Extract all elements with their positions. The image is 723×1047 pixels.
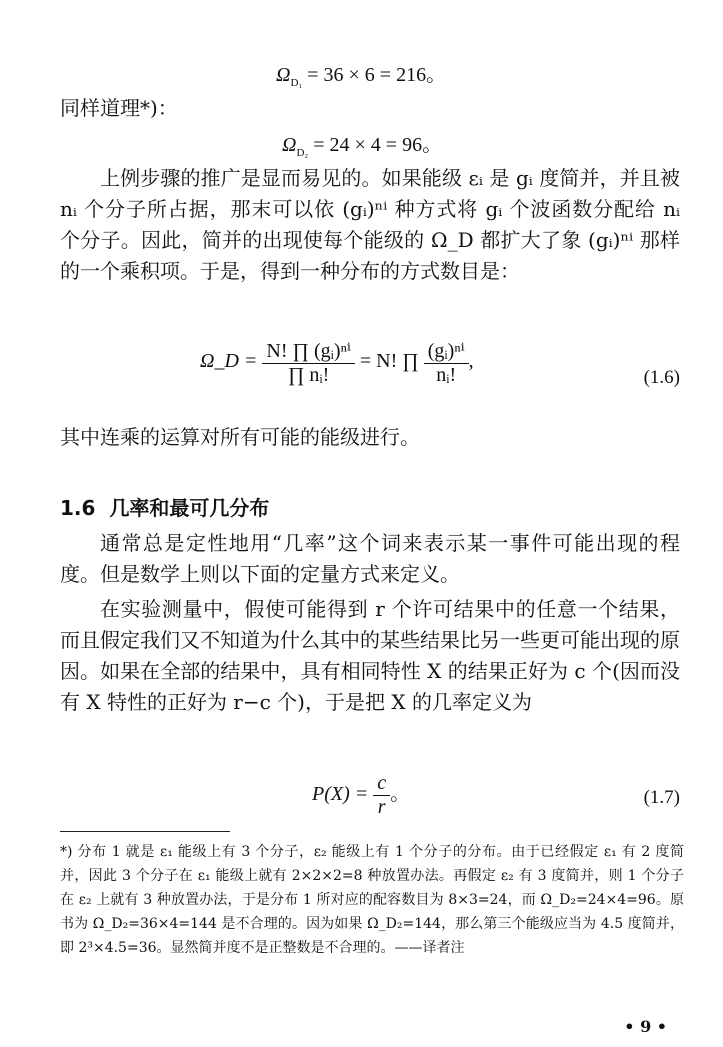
equation-omega-d1 (276, 58, 446, 89)
equation-1-7 (312, 772, 410, 819)
eq16-fraction-2 (424, 338, 469, 387)
eq17-tail: 。 (390, 783, 411, 806)
footnote: *) 分布 1 就是 ε₁ 能级上有 3 个分子，ε₂ 能级上有 1 个分子的分布。由于已经假定 ε₁ 有 2 度简并，因此 3 个分子在 ε₁ 能级上就有 2×2×2=8 种放置办法。再假定 ε₂ 有 3 度简并，则 1 个分子在 ε₂ 上就有 3 种放置办法，于是分布 1 所对应的配容数目为 8×3=24，而 Ω_D₂=24×4=96。原书为 Ω_D₂=36×4=144 是不合理的。因为如果 Ω_D₂=144，那么第三个能级应当为 4.5 度简并，即 2³×4.5=36。显然简并度不是正整数是不合理的。——译者注 (60, 844, 684, 956)
paragraph-probability-intro: 通常总是定性地用“几率”这个词来表示某一事件可能出现的程度。但是数学上则以下面的定量方式来定义。 (60, 531, 680, 586)
eq17-fraction (373, 772, 390, 819)
equation-label-1-7: (1.7) (643, 787, 680, 808)
eq16-rhs-numerator: (gᵢ)ⁿⁱ (424, 338, 469, 364)
eq-omega-subscript: D₁ (290, 77, 303, 89)
eq-omega-rhs: = 36 × 6 = 216。 (302, 64, 447, 86)
page-number: • 9 • (624, 1017, 667, 1036)
paragraph-probability-definition: 在实验测量中，假使可能得到 r 个许可结果中的任意一个结果，而且假定我们又不知道为什么其中的某些结果比另一些更可能出现的原因。如果在全部的结果中，具有相同特性 X 的结果正好为 c 个(因而没有 X 特性的正好为 r−c 个)，于是把 X 的几率定义为 (60, 597, 680, 714)
eq-omega-symbol: Ω (276, 64, 291, 86)
paragraph-product-note: 其中连乘的运算对所有可能的能级进行。 (60, 425, 420, 449)
eq16-rhs-prefix: = N! ∏ (359, 350, 419, 373)
eq16-denominator: ∏ nᵢ! (287, 364, 330, 386)
eq16-rhs-denominator: nᵢ! (436, 364, 457, 386)
eq-omega-symbol-2: Ω (282, 134, 297, 156)
section-number: 1.6 (60, 496, 96, 520)
section-title: 几率和最可几分布 (109, 496, 270, 520)
eq17-numerator: c (373, 772, 390, 796)
section-heading (60, 492, 269, 521)
footnote-divider (60, 831, 230, 832)
text-similar-reasoning: 同样道理*)： (60, 96, 178, 120)
eq-omega-subscript-2: D₂ (296, 147, 309, 159)
eq17-lhs: P(X) = (312, 783, 369, 806)
eq-omega-rhs-2: = 24 × 4 = 96。 (308, 134, 443, 156)
eq16-lhs: Ω_D = (200, 350, 258, 373)
eq17-denominator: r (377, 796, 386, 818)
equation-label-1-6: (1.6) (643, 367, 680, 388)
eq16-fraction (262, 338, 354, 387)
eq16-numerator: N! ∏ (gᵢ)ⁿⁱ (262, 338, 354, 364)
eq16-tail: , (468, 350, 474, 373)
equation-omega-d2 (282, 128, 442, 159)
equation-1-6 (200, 338, 474, 387)
paragraph-degeneracy: 上例步骤的推广是显而易见的。如果能级 εᵢ 是 gᵢ 度简并，并且被 nᵢ 个分子所占据，那末可以依 (gᵢ)ⁿⁱ 种方式将 gᵢ 个波函数分配给 nᵢ 个分子。因此，简并的出现使每个能级的 Ω_D 都扩大了象 (gᵢ)ⁿⁱ 那样的一个乘积项。于是，得到一种分布的方式数目是： (60, 166, 680, 283)
